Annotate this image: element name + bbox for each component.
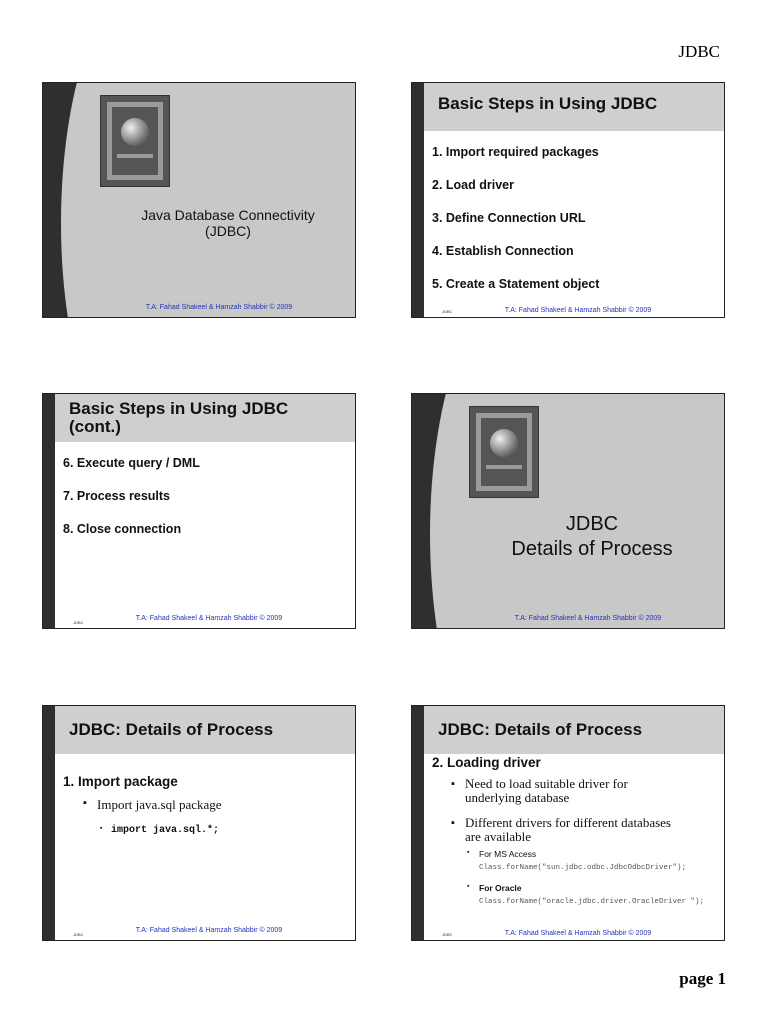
list-item: 2. Load driver: [432, 178, 514, 192]
slide-title: JDBC: Details of Process: [438, 720, 643, 739]
list-item: 1. Import required packages: [432, 145, 599, 159]
list-item: 8. Close connection: [63, 522, 182, 536]
list-item: 4. Establish Connection: [432, 244, 574, 258]
slide-title: [472, 512, 712, 562]
header-title: JDBC: [678, 42, 720, 61]
slide-left-band: [412, 706, 424, 940]
code-line: Class.forName("sun.jdbc.odbc.JdbcOdbcDriver");: [479, 864, 687, 872]
page-number: page 1: [679, 969, 726, 988]
bullet-item: ▪ Import java.sql package: [97, 797, 222, 813]
bullet-line: ▪ Need to load suitable driver for: [465, 776, 628, 791]
slide-title-line2: Details of Process: [511, 538, 673, 560]
slide-small-label: JDBC: [442, 309, 453, 314]
sub-bullet: ▪ For Oracle: [479, 883, 522, 893]
list-item: 5. Create a Statement object: [432, 277, 600, 291]
slide-title: Basic Steps in Using JDBC: [438, 94, 658, 113]
bullet-line: underlying database: [465, 790, 570, 805]
bullet-item: [465, 777, 628, 805]
slide-1: [42, 82, 356, 318]
slide-3: [42, 393, 356, 629]
slide-footer: T.A: Fahad Shakeel & Hamzah Shabbir © 2009: [135, 615, 283, 622]
slide-2: [411, 82, 725, 318]
section-heading: 2. Loading driver: [432, 755, 541, 770]
bullet-line: are available: [465, 829, 532, 844]
bullet-line: ▪ Different drivers for different databases: [465, 815, 671, 830]
slide-small-label: JDBC: [442, 932, 453, 937]
list-item: 3. Define Connection URL: [432, 211, 586, 225]
slide-small-label: JDBC: [73, 932, 84, 937]
list-item: 6. Execute query / DML: [63, 456, 200, 470]
steps-list: [63, 456, 200, 555]
slide-6: [411, 705, 725, 941]
list-item: 7. Process results: [63, 489, 171, 503]
slide-title-line1: Java Database Connectivity: [141, 207, 315, 223]
slide-4: [411, 393, 725, 629]
slide-footer: T.A: Fahad Shakeel & Hamzah Shabbir © 2009: [514, 615, 662, 622]
sub-bullet: ▪ For MS Access: [479, 849, 536, 859]
slide-title: JDBC: Details of Process: [69, 720, 274, 739]
maze-globe-image: [469, 406, 539, 498]
code-bullet: ▪ import java.sql.*;: [111, 825, 219, 836]
slide-title-line2: (JDBC): [205, 223, 251, 239]
slide-title-line2: (cont.): [69, 417, 121, 436]
slide-title-line1: JDBC: [565, 513, 619, 535]
slide-small-label: JDBC: [73, 620, 84, 625]
slide-footer: T.A: Fahad Shakeel & Hamzah Shabbir © 2009: [504, 930, 652, 937]
slide-left-band: [412, 83, 424, 317]
slide-footer: T.A: Fahad Shakeel & Hamzah Shabbir © 2009: [135, 927, 283, 934]
code-line: Class.forName("oracle.jdbc.driver.OracleDriver ");: [479, 898, 705, 906]
bullet-item: [465, 816, 671, 844]
slide-title-line1: Basic Steps in Using JDBC: [69, 399, 289, 418]
slide-title: [103, 207, 353, 239]
steps-list: [432, 145, 599, 310]
slide-5: [42, 705, 356, 941]
slide-footer: T.A: Fahad Shakeel & Hamzah Shabbir © 2009: [504, 307, 652, 314]
slide-footer: T.A: Fahad Shakeel & Hamzah Shabbir © 2009: [145, 304, 293, 311]
slide-left-band: [43, 394, 55, 628]
maze-globe-image: [100, 95, 170, 187]
section-heading: 1. Import package: [63, 774, 178, 789]
slide-title: [69, 400, 288, 436]
slide-left-band: [43, 706, 55, 940]
